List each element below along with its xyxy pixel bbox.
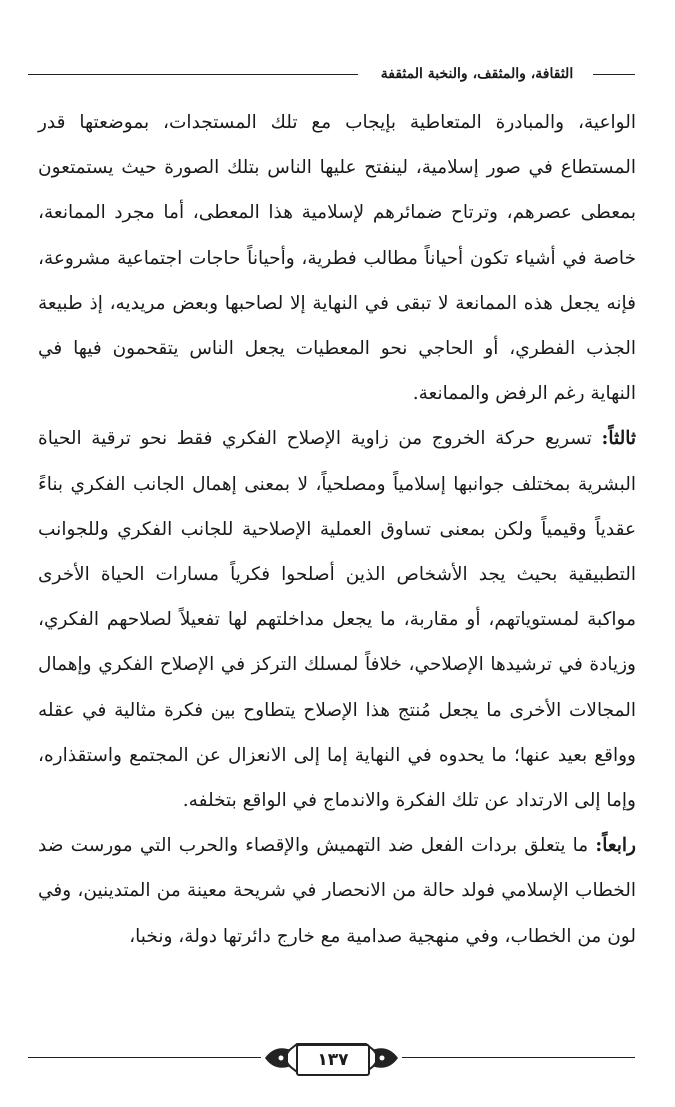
running-header <box>28 62 635 86</box>
paragraph-text: تسريع حركة الخروج من زاوية الإصلاح الفكري فقط نحو ترقية الحياة البشرية بمختلف جوانبها إسلامياً ومصلحياً، لا بمعنى إهمال الجانب الفكري بناءً عقدياً وقيمياً ولكن بمعنى تساوق العملية الإصلاحية للجانب الفكري وللجوانب التطبيقية بحيث يجد الأشخاص الذين أصلحوا فكرياً مسارات الحياة الأخرى مواكبة لمستوياتهم، أو مقاربة، ما يجعل مداخلتهم لها تفعيلاً لصلاحهم الفكري، وزيادة في ترشيدها الإصلاحي، خلافاً لمسلك التركز في الإصلاح الفكري وإهمال المجالات الأخرى ما يجعل مُنتج هذا الإصلاح يتطاوح بين فكرة مثالية في عقله وواقع بعيد عنها؛ ما يحدوه في النهاية إما إلى الانعزال عن المجتمع واستقذاره، وإما إلى الارتداد عن تلك الفكرة والاندماج في الواقع بتخلفه. <box>38 428 636 812</box>
page-body <box>38 100 636 959</box>
footer-rule-right <box>402 1057 635 1058</box>
header-rule-right <box>593 74 635 75</box>
header-rule-left <box>28 74 358 75</box>
paragraph-continuation <box>38 100 636 416</box>
paragraph-lead: ثالثاً: <box>601 428 636 450</box>
paragraph-text: الواعية، والمبادرة المتعاطية بإيجاب مع تلك المستجدات، بموضعتها قدر المستطاع في صور إسلامية، لينفتح عليها الناس بتلك الصورة حيث يستمتعون بمعطى عصرهم، وترتاح ضمائرهم لإسلامية هذا المعطى، أما مجرد الممانعة، خاصة في أشياء تكون أحياناً مطالب فطرية، وأحياناً حاجات اجتماعية مشروعة، فإنه يجعل هذه الممانعة لا تبقى في النهاية إلا لصاحبها وبعض مريديه، إذ طبيعة الجذب الفطري، أو الحاجي نحو المعطيات يجعل الناس يتقحمون فيها في النهاية رغم الرفض والممانعة. <box>38 112 636 405</box>
paragraph-lead: رابعاً: <box>595 835 636 857</box>
paragraph-text: ما يتعلق بردات الفعل ضد التهميش والإقصاء والحرب التي مورست ضد الخطاب الإسلامي فولد حالة من الانحصار في شريحة معينة من المتدينين، وفي لون من الخطاب، وفي منهجية صدامية مع خارج دائرتها دولة، ونخبا، <box>38 835 636 947</box>
page-footer <box>28 1038 635 1078</box>
header-title: الثقافة، والمثقف، والنخبة المثقفة <box>380 66 574 82</box>
footer-rule-left <box>28 1057 261 1058</box>
paragraph-fourth-point <box>38 823 636 959</box>
paragraph-third-point <box>38 416 636 823</box>
page-number: ١٣٧ <box>296 1044 370 1076</box>
